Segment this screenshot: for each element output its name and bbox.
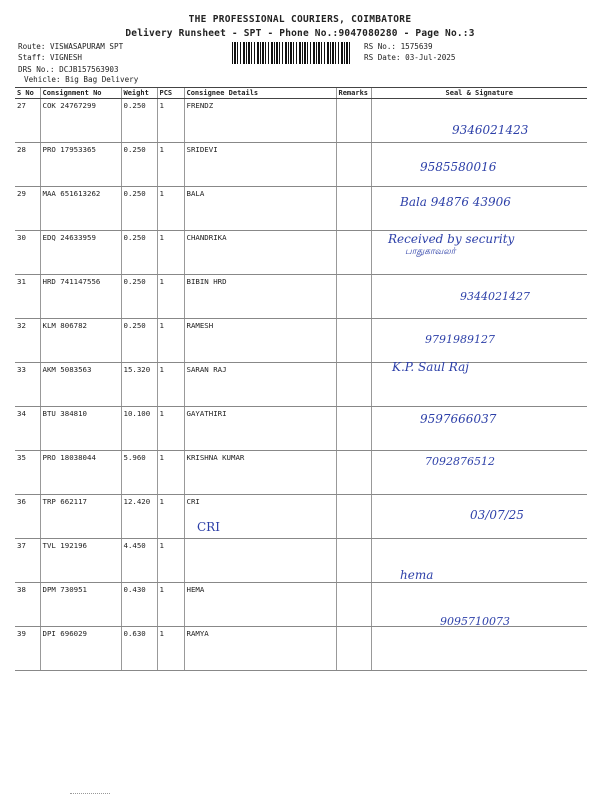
pcs-cell: 1: [157, 495, 184, 539]
signature-date: 03/07/25: [470, 508, 524, 522]
consignment-cell: TRP 662117: [40, 495, 121, 539]
remarks-cell: [336, 363, 371, 407]
remarks-cell: [336, 99, 371, 143]
consignment-cell: DPM 730951: [40, 583, 121, 627]
consignee-cell: BIBIN HRD: [184, 275, 336, 319]
table-row: [15, 627, 587, 671]
consignee-cell: BALA: [184, 187, 336, 231]
consignee-cell: CHANDRIKA: [184, 231, 336, 275]
remarks-cell: [336, 583, 371, 627]
rs-date: RS Date: 03-Jul-2025: [364, 53, 456, 62]
sno-cell: 31: [15, 275, 40, 319]
runsheet-subtitle: Delivery Runsheet - SPT - Phone No.:9047080280 - Page No.:3: [125, 28, 475, 39]
signature-phone: 9344021427: [460, 290, 530, 303]
weight-cell: 10.100: [121, 407, 157, 451]
pcs-cell: 1: [157, 363, 184, 407]
pcs-cell: 1: [157, 451, 184, 495]
col-consignee: Consignee Details: [184, 88, 336, 99]
signature-text: Received by security: [388, 232, 515, 246]
weight-cell: 0.250: [121, 143, 157, 187]
table-row: [15, 363, 587, 407]
signature-phone: 9585580016: [420, 160, 497, 174]
signature-phone: 9095710073: [440, 615, 510, 628]
sno-cell: 32: [15, 319, 40, 363]
weight-cell: 0.250: [121, 187, 157, 231]
weight-cell: 0.250: [121, 231, 157, 275]
pcs-cell: 1: [157, 319, 184, 363]
sno-cell: 29: [15, 187, 40, 231]
consignment-cell: COK 24767299: [40, 99, 121, 143]
consignment-cell: MAA 651613262: [40, 187, 121, 231]
weight-cell: 0.250: [121, 99, 157, 143]
consignment-cell: TVL 192196: [40, 539, 121, 583]
weight-cell: 5.960: [121, 451, 157, 495]
remarks-cell: [336, 143, 371, 187]
weight-cell: 4.450: [121, 539, 157, 583]
table-row: [15, 539, 587, 583]
runsheet-table: [15, 87, 587, 671]
page-mark: [70, 793, 110, 795]
consignee-cell: RAMYA: [184, 627, 336, 671]
signature-text: Bala 94876 43906: [400, 195, 511, 209]
weight-cell: 0.250: [121, 275, 157, 319]
table-row: [15, 407, 587, 451]
pcs-cell: 1: [157, 275, 184, 319]
consignee-cell: GAYATHIRI: [184, 407, 336, 451]
consignment-cell: DPI 696029: [40, 627, 121, 671]
consignee-cell: [184, 539, 336, 583]
col-sno: S No: [15, 88, 40, 99]
remarks-cell: [336, 451, 371, 495]
signature-text: K.P. Saul Raj: [392, 360, 469, 374]
handwritten-consignee: CRI: [197, 520, 220, 534]
weight-cell: 15.320: [121, 363, 157, 407]
remarks-cell: [336, 539, 371, 583]
col-weight: Weight: [121, 88, 157, 99]
consignment-cell: EDQ 24633959: [40, 231, 121, 275]
vehicle-label: Vehicle: Big Bag Delivery: [24, 75, 139, 84]
signature-text: hema: [400, 568, 434, 582]
drs-number: DRS No.: DCJB157563903: [18, 65, 119, 74]
table-row: [15, 143, 587, 187]
pcs-cell: 1: [157, 231, 184, 275]
signature-cell: [371, 627, 587, 671]
pcs-cell: 1: [157, 143, 184, 187]
sno-cell: 28: [15, 143, 40, 187]
route-label: Route: VISWASAPURAM SPT: [18, 42, 124, 51]
sno-cell: 37: [15, 539, 40, 583]
rs-number: RS No.: 1575639: [364, 42, 433, 51]
col-signature: Seal & Signature: [371, 88, 587, 99]
pcs-cell: 1: [157, 187, 184, 231]
pcs-cell: 1: [157, 99, 184, 143]
consignee-cell: RAMESH: [184, 319, 336, 363]
sno-cell: 30: [15, 231, 40, 275]
signature-tamil-text: பாதுகாவலர்: [405, 247, 456, 257]
col-remarks: Remarks: [336, 88, 371, 99]
pcs-cell: 1: [157, 627, 184, 671]
consignee-cell: FRENDZ: [184, 99, 336, 143]
consignee-cell: SARAN RAJ: [184, 363, 336, 407]
sno-cell: 34: [15, 407, 40, 451]
consignment-cell: AKM 5083563: [40, 363, 121, 407]
col-pcs: PCS: [157, 88, 184, 99]
staff-label: Staff: VIGNESH: [18, 53, 83, 62]
signature-phone: 9346021423: [452, 123, 529, 137]
table-row: [15, 451, 587, 495]
consignment-cell: BTU 384810: [40, 407, 121, 451]
sno-cell: 36: [15, 495, 40, 539]
table-row: [15, 319, 587, 363]
pcs-cell: 1: [157, 583, 184, 627]
signature-phone: 9597666037: [420, 412, 497, 426]
remarks-cell: [336, 231, 371, 275]
barcode-image: [232, 42, 352, 64]
consignee-cell: HEMA: [184, 583, 336, 627]
consignee-cell: SRIDEVI: [184, 143, 336, 187]
remarks-cell: [336, 319, 371, 363]
consignment-cell: PRO 18038044: [40, 451, 121, 495]
col-consignment: Consignment No: [40, 88, 121, 99]
signature-phone: 9791989127: [425, 333, 495, 346]
remarks-cell: [336, 407, 371, 451]
weight-cell: 0.250: [121, 319, 157, 363]
remarks-cell: [336, 275, 371, 319]
consignment-cell: PRO 17953365: [40, 143, 121, 187]
weight-cell: 0.630: [121, 627, 157, 671]
weight-cell: 0.430: [121, 583, 157, 627]
remarks-cell: [336, 495, 371, 539]
pcs-cell: 1: [157, 407, 184, 451]
signature-phone: 7092876512: [425, 455, 495, 468]
weight-cell: 12.420: [121, 495, 157, 539]
consignment-cell: KLM 806782: [40, 319, 121, 363]
remarks-cell: [336, 187, 371, 231]
remarks-cell: [336, 627, 371, 671]
sno-cell: 27: [15, 99, 40, 143]
table-header-row: [15, 88, 587, 99]
consignment-cell: HRD 741147556: [40, 275, 121, 319]
sno-cell: 33: [15, 363, 40, 407]
consignee-cell: KRISHNA KUMAR: [184, 451, 336, 495]
sno-cell: 39: [15, 627, 40, 671]
company-title: THE PROFESSIONAL COURIERS, COIMBATORE: [188, 14, 412, 25]
sno-cell: 38: [15, 583, 40, 627]
pcs-cell: 1: [157, 539, 184, 583]
consignee-cell: CRI: [184, 495, 336, 539]
sno-cell: 35: [15, 451, 40, 495]
